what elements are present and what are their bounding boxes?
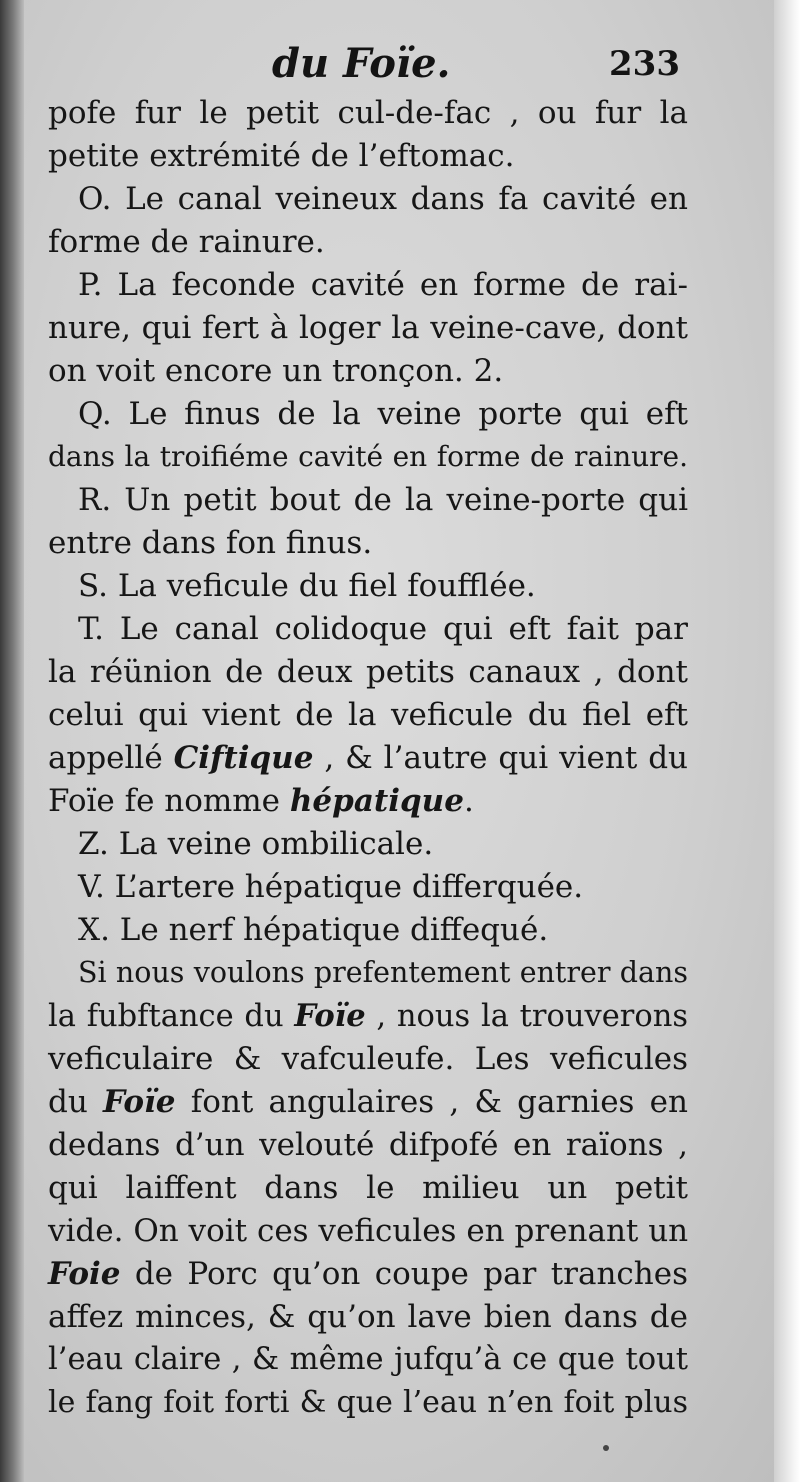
text-line: du Foïe font angulaires , & garnies en [48,1084,688,1120]
page-header [50,40,690,100]
text-line: nure, qui fert à loger la veine-cave, dont [48,310,688,346]
text-line: vide. On voit ces veficules en prenant un [48,1213,689,1249]
legend-entry-r: R. Un petit bout de la veine-porte qui [78,482,688,518]
text-line: qui laiffent dans le milieu un petit [48,1170,688,1206]
text-line: dans la troifiéme cavité en forme de rainure. [48,440,688,473]
text-line: entre dans fon finus. [48,525,373,561]
page-right-margin [774,0,800,1482]
text-line: on voit encore un tronçon. 2. [48,353,504,389]
text-line: appellé Ciftique , & l’autre qui vient du [48,740,689,776]
ink-speck [603,1445,609,1451]
running-title: du Foïe. [272,40,451,87]
italic-term: hépatique [289,783,464,819]
text-line: dedans d’un velouté difpofé en raïons , [48,1127,688,1163]
legend-entry-v: V. L’artere hépatique differquée. [78,869,584,905]
text-line: le fang foit forti & que l’eau n’en foit plus [48,1385,688,1420]
text-line: Foïe fe nomme hépatique. [48,783,474,819]
text-line: affez minces, & qu’on lave bien dans de [48,1299,688,1335]
legend-entry-s: S. La veficule du fiel foufflée. [78,568,536,604]
text-line: pofe fur le petit cul-de-fac , ou fur la [48,95,688,131]
text-line: la réünion de deux petits canaux , dont [48,654,688,690]
italic-term: Foie [48,1256,121,1292]
legend-entry-z: Z. La veine ombilicale. [78,826,434,862]
italic-term: Foïe [103,1084,176,1120]
text-line: petite extrémité de l’eftomac. [48,138,515,174]
legend-entry-p: P. La feconde cavité en forme de rai- [78,267,688,303]
legend-entry-x: X. Le nerf hépatique diffequé. [78,912,549,948]
page-number: 233 [609,44,680,84]
page-gutter-shadow [0,0,24,1482]
text-line: l’eau claire , & même jufqu’à ce que tout [48,1342,688,1377]
italic-term: Foïe [294,998,366,1034]
text-line: forme de rainure. [48,224,325,260]
text-line: celui qui vient de la veficule du fiel eft [48,697,688,733]
text-line: Foie de Porc qu’on coupe par tranches [48,1256,688,1292]
text-line: veficulaire & vafculeufe. Les veficules [48,1041,688,1077]
paragraph-start: Si nous voulons prefentement entrer dans [78,956,688,989]
legend-entry-q: Q. Le finus de la veine porte qui eft [78,396,688,432]
text-line: la fubftance du Foïe , nous la trouverons [48,998,688,1034]
legend-entry-o: O. Le canal veineux dans fa cavité en [78,181,688,217]
italic-term: Ciftique [173,740,314,776]
legend-entry-t: T. Le canal colidoque qui eft fait par [78,611,688,647]
